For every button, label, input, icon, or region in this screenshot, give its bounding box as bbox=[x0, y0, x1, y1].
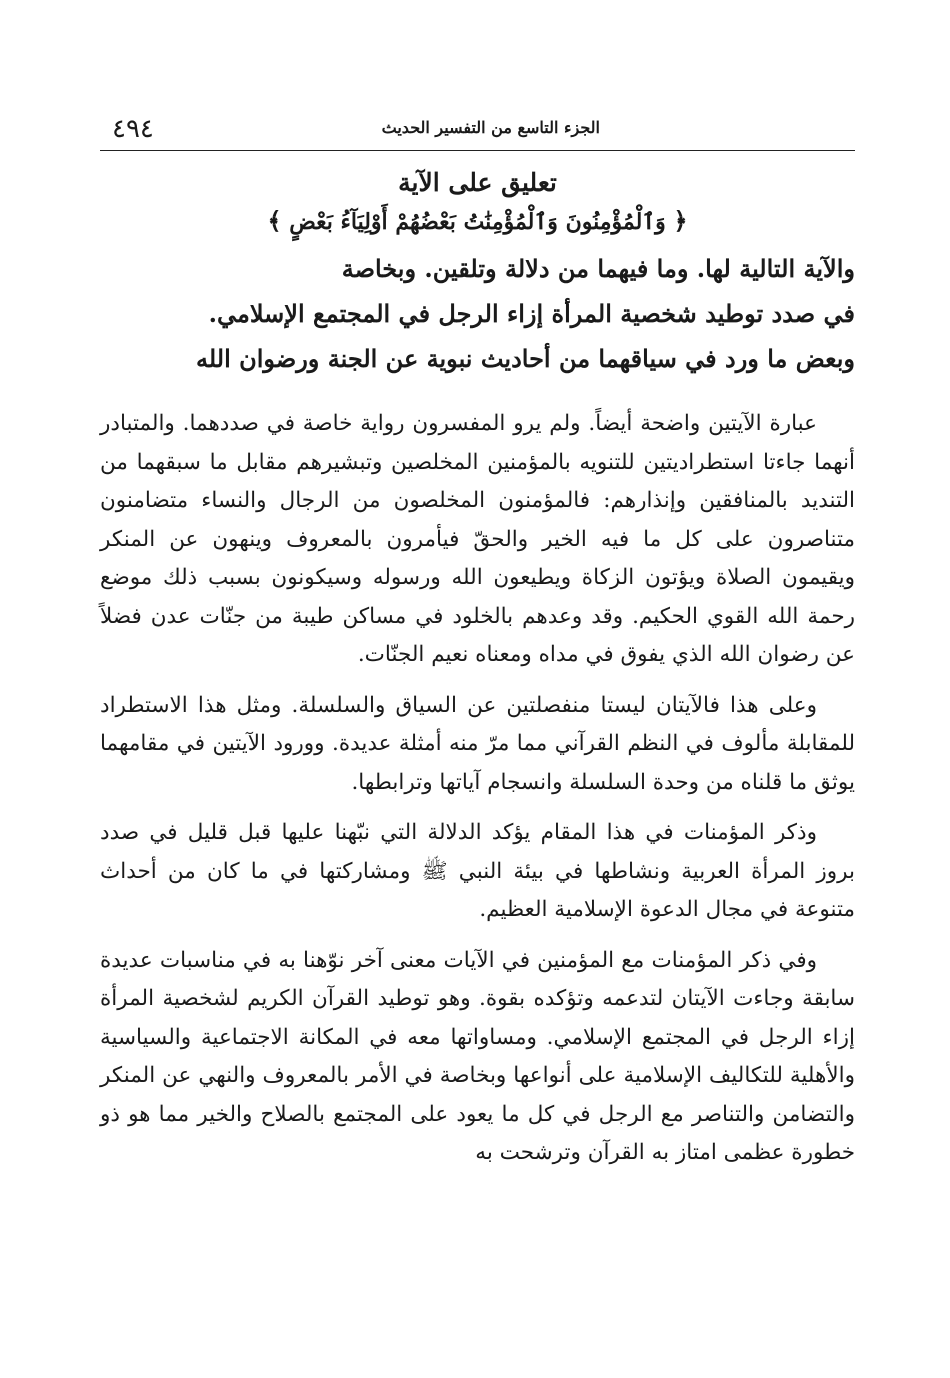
verse-open-bracket: ﴿ bbox=[673, 206, 688, 235]
section-subheading bbox=[100, 246, 855, 381]
paragraph: عبارة الآيتين واضحة أيضاً. ولم يرو المفسرون رواية خاصة في صددهما. والمتبادر أنهما جاءتا استطراديتين للتنويه بالمؤمنين المخلصين وتبشيرهم مقابل ما سبقهما من التنديد بالمنافقين وإنذارهم: فالمؤمنون المخلصون من الرجال والنساء متضامنون متناصرون على كل ما فيه الخير والحقّ فيأمرون بالمعروف وينهون عن المنكر ويقيمون الصلاة ويؤتون الزكاة ويطيعون الله ورسوله وسيكونون بسبب ذلك موضع رحمة الله القوي الحكيم. وقد وعدهم بالخلود في مساكن طيبة من جنّات عدن فضلاً عن رضوان الله الذي يفوق في مداه ومعناه نعيم الجنّات. bbox=[100, 411, 855, 667]
body-text bbox=[100, 405, 855, 1185]
header-title: الجزء التاسع من التفسير الحديث bbox=[381, 118, 600, 137]
subheading-line: وبعض ما ورد في سياقهما من أحاديث نبوية عن الجنة ورضوان الله bbox=[195, 344, 855, 373]
section-heading bbox=[100, 165, 855, 381]
subheading-line: والآية التالية لها. وما فيهما من دلالة وتلقين. وبخاصة bbox=[341, 254, 855, 283]
page-number: ٤٩٤ bbox=[112, 114, 154, 144]
section-title: تعليق على الآية bbox=[398, 168, 557, 197]
verse-close-bracket: ﴾ bbox=[267, 206, 282, 235]
paragraph: وذكر المؤمنات في هذا المقام يؤكد الدلالة التي نبّهنا عليها قبل قليل في صدد بروز المرأة العربية ونشاطها في بيئة النبي ﷺ ومشاركتها في ما كان من أحداث متنوعة في مجال الدعوة الإسلامية العظيم. bbox=[100, 820, 855, 922]
quran-verse bbox=[100, 203, 855, 240]
verse-text: وَٱلْمُؤْمِنُونَ وَٱلْمُؤْمِنَٰتُ بَعْضُهُمْ أَوْلِيَآءُ بَعْضٍ bbox=[289, 209, 666, 235]
subheading-line: في صدد توطيد شخصية المرأة إزاء الرجل في المجتمع الإسلامي. bbox=[208, 299, 855, 328]
running-header bbox=[100, 110, 855, 151]
document-page bbox=[100, 0, 855, 1378]
paragraph: وعلى هذا فالآيتان ليستا منفصلتين عن السياق والسلسلة. ومثل هذا الاستطراد للمقابلة مألوف في النظم القرآني مما مرّ منه أمثلة عديدة. وورود الآيتين في مقامهما يوثق ما قلناه من وحدة السلسلة وانسجام آياتها وترابطها. bbox=[100, 692, 855, 795]
paragraph: وفي ذكر المؤمنات مع المؤمنين في الآيات معنى آخر نوّهنا به في مناسبات عديدة سابقة وجاءت الآيتان لتدعمه وتؤكده بقوة. وهو توطيد القرآن الكريم لشخصية المرأة إزاء الرجل في المجتمع الإسلامي. ومساواتها معه في المكانة الاجتماعية والسياسية والأهلية للتكاليف الإسلامية على أنواعها وبخاصة في الأمر بالمعروف والنهي عن المنكر والتضامن والتناصر مع الرجل في كل ما يعود على المجتمع بالصلاح والخير مما هو ذو خطورة عظمى امتاز به القرآن وترشحت به bbox=[100, 947, 855, 1165]
